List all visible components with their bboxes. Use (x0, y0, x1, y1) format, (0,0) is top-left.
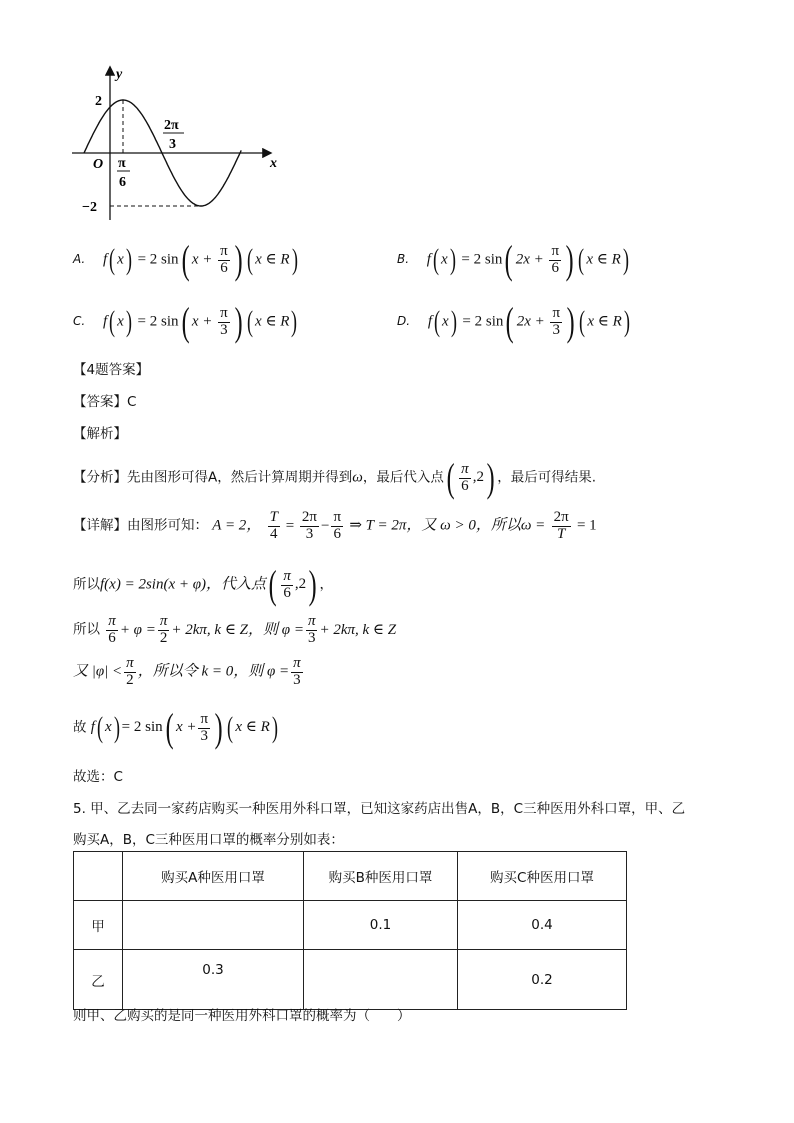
table-cell: 0.1 (304, 901, 458, 950)
frac-num: π (551, 242, 560, 259)
f-symbol: f (426, 251, 431, 268)
x-tick-den: 6 (119, 175, 126, 190)
frac-den: 3 (552, 321, 561, 338)
fenxi-text-b: ，最后代入点 (362, 469, 444, 486)
lhs: = 2 sin (461, 251, 503, 268)
frac-num: π (200, 710, 209, 727)
f-symbol: f (103, 251, 108, 268)
frac-den: 3 (200, 727, 208, 744)
analysis-heading: 【解析】 (73, 426, 127, 442)
x-symbol: x (117, 313, 124, 330)
frac-den: 6 (461, 477, 469, 494)
y-max-label: 2 (95, 94, 102, 109)
line5 (73, 656, 305, 689)
table-cell: 0.4 (458, 901, 627, 950)
x-symbol: x (104, 719, 112, 736)
omega: ω (352, 469, 363, 486)
eq-part: + 2kπ, k ∈ Z (319, 621, 397, 638)
arg: 2x + (515, 251, 544, 268)
lhs: = 2 sin (137, 251, 179, 268)
option-label: C. (73, 314, 86, 329)
arg: x + (191, 251, 213, 268)
xiangjie-text: 【详解】由图形可知： (73, 517, 208, 534)
sine-graph (60, 60, 300, 230)
formula: f(x) = 2sin(x + φ)，代入点 (100, 576, 267, 593)
y-axis-label: y (116, 67, 123, 82)
option-a[interactable]: A. f( x) = 2 sin( x + $\frac{\pi}{6}$ ) ( x ∈ R) (73, 237, 298, 282)
x-symbol: x (441, 313, 449, 330)
q5-line1: 5. 甲、乙去同一家药店购买一种医用外科口罩，已知这家药店出售A，B，C三种医用外科口罩，甲、乙 (73, 801, 686, 817)
frac-num: π (159, 613, 168, 629)
domain: x ∈ R (255, 313, 290, 330)
frac-den: T (556, 525, 566, 542)
option-d[interactable]: D. f( x) = 2 sin( 2x + $\frac{\pi}{3}$ ) ( x ∈ R) (397, 299, 630, 344)
table-header-cell: 购买A种医用口罩 (123, 852, 304, 901)
frac-num: π (108, 613, 116, 629)
table-header-cell: 购买B种医用口罩 (304, 852, 458, 901)
point-y: 2 (298, 576, 307, 593)
text: 故 (73, 719, 87, 736)
frac-num: π (220, 304, 228, 321)
frac-den: 2 (159, 629, 168, 646)
q5-line2: 购买A，B，C三种医用口罩的概率分别如表： (73, 832, 344, 848)
line6: 故 f( x) = 2 sin( x + $\frac{\pi}{3}$ ) ( x ∈ R) (73, 705, 278, 750)
line4 (73, 614, 396, 647)
option-label: A. (73, 252, 86, 267)
phi-bound: 又 |φ| < (73, 663, 123, 680)
fenxi-text-a: 【分析】先由图形可得A，然后计算周期并得到 (73, 469, 353, 486)
table-cell (304, 950, 458, 1010)
f-symbol: f (427, 313, 432, 330)
lhs: = 2 sin (462, 313, 504, 330)
answer-line: 【答案】C (73, 394, 137, 410)
frac-den: 3 (307, 629, 316, 646)
frac-num: π (461, 460, 469, 477)
frac-den: 3 (220, 321, 228, 338)
table-row (74, 950, 627, 1010)
frac-den: 4 (270, 525, 278, 542)
line3: 所以f(x) = 2sin(x + φ)，代入点( $\frac{\pi}{6}$ ,2) ， (73, 562, 333, 607)
frac-num: π (283, 567, 291, 584)
text: 所以 (73, 621, 100, 638)
frac-num: π (220, 242, 228, 259)
x-symbol: x (440, 251, 448, 268)
domain: x ∈ R (235, 719, 270, 736)
table-header-row (74, 852, 627, 901)
option-label: D. (397, 314, 411, 329)
frac-den: 6 (333, 525, 341, 542)
amplitude-eq: A = 2， (212, 517, 262, 534)
frac-den: 6 (283, 584, 291, 601)
x-tick2-num: 2π (164, 118, 179, 133)
xiangjie-line: 【详解】由图形可知： A = 2， $\frac{T}{4}$ = $\frac{2\pi}{3}$ − $\frac{\pi}{6}$ ⇒ T = 2π，又 ω > 0，所以ω = $\frac{2\pi}{T}$ = 1 (73, 509, 597, 542)
frac-num: π (307, 613, 316, 629)
x-tick-num: π (118, 156, 126, 171)
eq-part: + 2kπ, k ∈ Z，则 φ = (171, 621, 304, 638)
table-cell: 0.2 (458, 950, 627, 1010)
frac-den: 3 (305, 525, 314, 542)
domain: x ∈ R (255, 251, 290, 268)
option-label: B. (397, 252, 410, 267)
frac-den: 6 (108, 629, 116, 646)
frac-den: 3 (293, 671, 301, 688)
frac-num: π (293, 655, 301, 671)
arg: x + (191, 313, 213, 330)
frac-num: π (333, 509, 342, 525)
x-symbol: x (117, 251, 124, 268)
option-c[interactable]: C. f( x) = 2 sin( x + $\frac{\pi}{3}$ ) ( x ∈ R) (73, 299, 298, 344)
x-tick2-den: 3 (169, 137, 176, 152)
eq-part: + φ = (119, 621, 156, 638)
origin-label: O (93, 157, 104, 172)
table-row (74, 901, 627, 950)
frac-den: 6 (220, 259, 228, 276)
table-cell: 乙 (74, 950, 123, 1010)
frac-num: 2π (553, 509, 569, 525)
frac-den: 2 (126, 671, 134, 688)
fenxi-line: 【分析】先由图形可得A，然后计算周期并得到ω，最后代入点( $\frac{\pi}{6}$ ,2) ，最后可得结果. (73, 455, 597, 500)
arg: x + (175, 719, 197, 736)
table-cell: 甲 (74, 901, 123, 950)
table-cell (123, 901, 304, 950)
lhs: = 2 sin (121, 719, 163, 736)
table-cell: 0.3 (123, 950, 304, 1010)
arg: 2x + (516, 313, 545, 330)
period-result: ⇒ T = 2π，又 ω > 0，所以ω = (349, 517, 546, 534)
table-header-cell (74, 852, 123, 901)
text: 所以 (73, 576, 100, 593)
omega-value: = 1 (576, 517, 597, 534)
point-y: 2 (476, 469, 484, 486)
choose-line: 故选：C (73, 769, 123, 785)
lhs: = 2 sin (137, 313, 179, 330)
domain: x ∈ R (586, 251, 621, 268)
frac-num: 2π (301, 509, 317, 525)
f-symbol: f (90, 719, 95, 736)
x-axis-label: x (270, 156, 277, 171)
frac-num: π (552, 304, 561, 321)
frac-num: π (126, 655, 134, 671)
fenxi-text-c: ，最后可得结果. (497, 469, 597, 486)
answer-heading: 【4题答案】 (73, 362, 150, 378)
q5-question: 则甲、乙购买的是同一种医用外科口罩的概率为（ ） (73, 1008, 411, 1024)
f-symbol: f (102, 313, 108, 330)
y-min-label: −2 (82, 200, 97, 215)
table-header-cell: 购买C种医用口罩 (458, 852, 627, 901)
frac-den: 6 (551, 259, 559, 276)
domain: x ∈ R (587, 313, 622, 330)
frac-num: T (269, 509, 278, 525)
option-b[interactable]: B. f( x) = 2 sin( 2x + $\frac{\pi}{6}$ ) ( x ∈ R) (397, 237, 629, 282)
probability-table (73, 851, 627, 1010)
phi-result: ，所以令 k = 0，则 φ = (137, 663, 290, 680)
